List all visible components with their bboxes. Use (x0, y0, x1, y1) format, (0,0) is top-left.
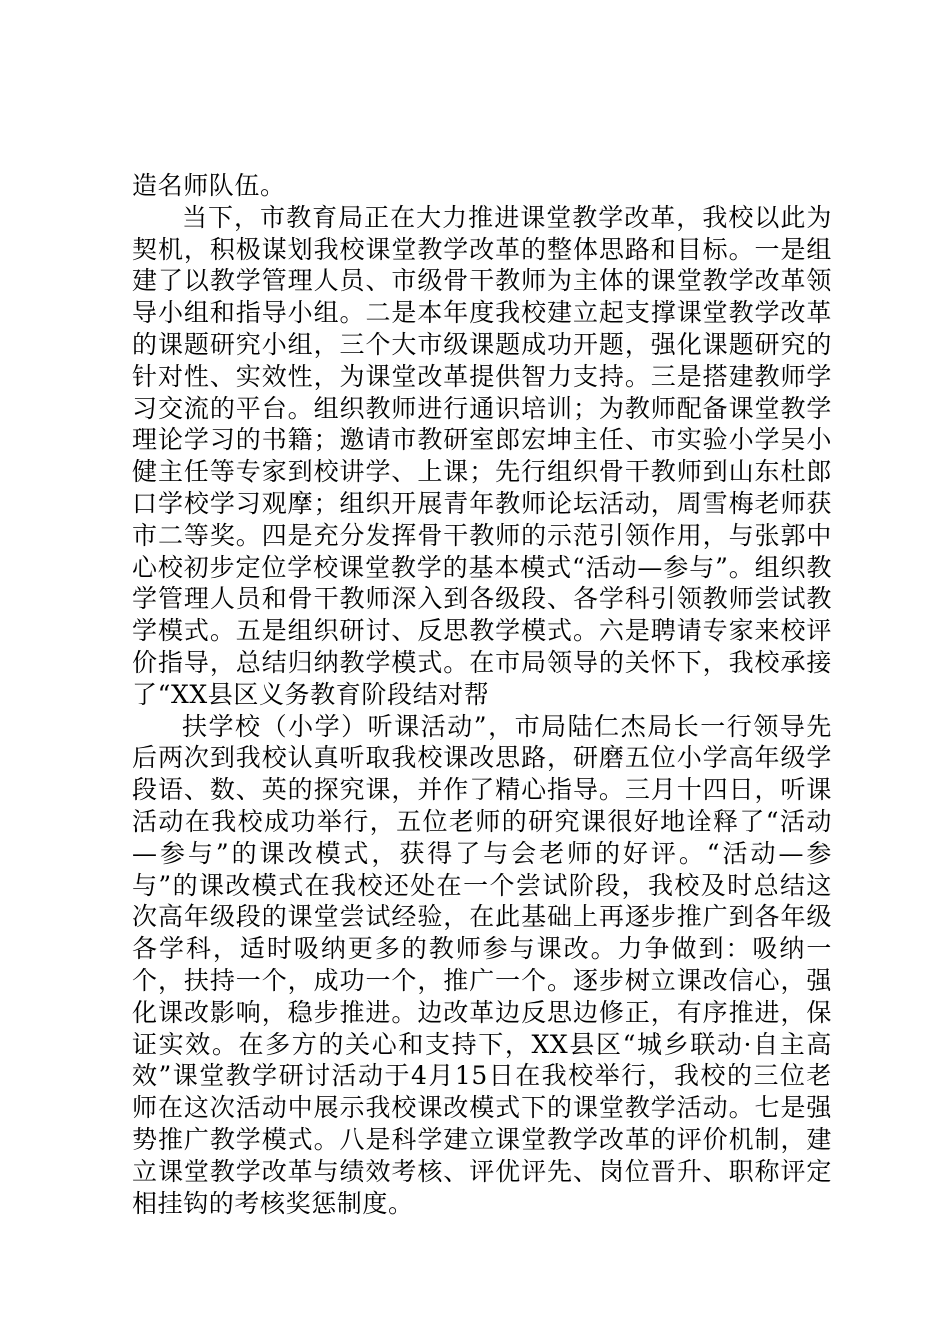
paragraph-3: 扶学校（小学）听课活动”，市局陆仁杰局长一行领导先后两次到我校认真听取我校课改思路，研磨五位小学高年级学段语、数、英的探究课，并作了精心指导。三月十四日，听课活动在我校成功举行，五位老师的研究课很好地诠释了“活动—参与”的课改模式，获得了与会老师的好评。“活动—参与”的课改模式在我校还处在一个尝试阶段，我校及时总结这次高年级段的课堂尝试经验，在此基础上再逐步推广到各年级各学科，适时吸纳更多的教师参与课改。力争做到：吸纳一个，扶持一个，成功一个，推广一个。逐步树立课改信心，强化课改影响，稳步推进。边改革边反思边修正，有序推进，保证实效。在多方的关心和支持下，XX县区“城乡联动·自主高效”课堂教学研讨活动于4月15日在我校举行，我校的三位老师在这次活动中展示我校课改模式下的课堂教学活动。七是强势推广教学模式。八是科学建立课堂教学改革的评价机制，建立课堂教学改革与绩效考核、评优评先、岗位晋升、职称评定相挂钩的考核奖惩制度。 (132, 711, 832, 1218)
document-body (132, 170, 832, 1219)
paragraph-1: 造名师队伍。 (132, 171, 286, 200)
paragraph-2: 当下，市教育局正在大力推进课堂教学改革，我校以此为契机，积极谋划我校课堂教学改革的整体思路和目标。一是组建了以教学管理人员、市级骨干教师为主体的课堂教学改革领导小组和指导小组。二是本年度我校建立起支撑课堂教学改革的课题研究小组，三个大市级课题成功开题，强化课题研究的针对性、实效性，为课堂改革提供智力支持。三是搭建教师学习交流的平台。组织教师进行通识培训；为教师配备课堂教学理论学习的书籍；邀请市教研室郎宏坤主任、市实验小学吴小健主任等专家到校讲学、上课；先行组织骨干教师到山东杜郎口学校学习观摩；组织开展青年教师论坛活动，周雪梅老师获市二等奖。四是充分发挥骨干教师的示范引领作用，与张郭中心校初步定位学校课堂教学的基本模式“活动—参与”。组织教学管理人员和骨干教师深入到各级段、各学科引领教师尝试教学模式。五是组织研讨、反思教学模式。六是聘请专家来校评价指导，总结归纳教学模式。在市局领导的关怀下，我校承接了“XX县区义务教育阶段结对帮 (132, 202, 832, 709)
